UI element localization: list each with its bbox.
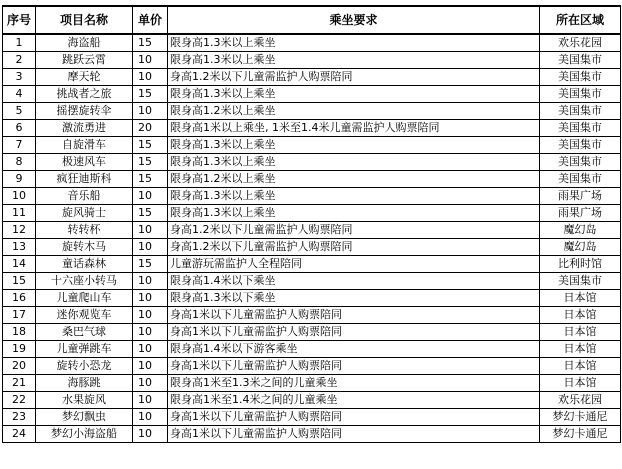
table-row [3, 409, 621, 426]
cell-ride-name: 转转杯 [36, 222, 133, 239]
cell-requirement: 限身高1.3米以上乘坐 [168, 205, 540, 222]
cell-area: 美国集市 [540, 52, 621, 69]
cell-area: 美国集市 [540, 273, 621, 290]
cell-price: 15 [133, 256, 168, 273]
cell-ride-name: 旋转木马 [36, 239, 133, 256]
cell-index: 21 [3, 375, 36, 392]
table-row [3, 273, 621, 290]
cell-index: 17 [3, 307, 36, 324]
cell-area: 美国集市 [540, 154, 621, 171]
cell-price: 10 [133, 392, 168, 409]
cell-price: 10 [133, 69, 168, 86]
cell-area: 魔幻岛 [540, 239, 621, 256]
table-row [3, 375, 621, 392]
cell-price: 15 [133, 171, 168, 188]
cell-ride-name: 挑战者之旅 [36, 86, 133, 103]
cell-area: 魔幻岛 [540, 222, 621, 239]
cell-area: 日本馆 [540, 358, 621, 375]
cell-area: 日本馆 [540, 341, 621, 358]
cell-ride-name: 跳跃云霄 [36, 52, 133, 69]
table-row [3, 222, 621, 239]
cell-requirement: 身高1米以下儿童需监护人购票陪同 [168, 426, 540, 443]
cell-price: 10 [133, 290, 168, 307]
cell-price: 20 [133, 120, 168, 137]
header-area: 所在区域 [540, 6, 621, 34]
cell-index: 20 [3, 358, 36, 375]
cell-area: 美国集市 [540, 86, 621, 103]
cell-ride-name: 十六座小转马 [36, 273, 133, 290]
cell-area: 美国集市 [540, 137, 621, 154]
cell-ride-name: 海豚跳 [36, 375, 133, 392]
cell-ride-name: 旋风骑士 [36, 205, 133, 222]
cell-price: 10 [133, 222, 168, 239]
cell-requirement: 儿童游玩需监护人全程陪同 [168, 256, 540, 273]
cell-requirement: 限身高1米以上乘坐, 1米至1.4米儿童需监护人购票陪同 [168, 120, 540, 137]
cell-index: 18 [3, 324, 36, 341]
cell-ride-name: 海盗船 [36, 34, 133, 52]
cell-ride-name: 儿童弹跳车 [36, 341, 133, 358]
cell-ride-name: 桑巴气球 [36, 324, 133, 341]
cell-price: 10 [133, 307, 168, 324]
header-price: 单价 [133, 6, 168, 34]
table-row [3, 205, 621, 222]
cell-price: 10 [133, 409, 168, 426]
cell-requirement: 限身高1.4米以下游客乘坐 [168, 341, 540, 358]
table-row [3, 103, 621, 120]
cell-index: 8 [3, 154, 36, 171]
cell-price: 10 [133, 103, 168, 120]
table-row [3, 69, 621, 86]
header-ride-name: 项目名称 [36, 6, 133, 34]
cell-index: 16 [3, 290, 36, 307]
cell-price: 10 [133, 52, 168, 69]
cell-requirement: 限身高1.3米以上乘坐 [168, 188, 540, 205]
rides-table [2, 5, 621, 443]
cell-ride-name: 音乐船 [36, 188, 133, 205]
cell-area: 雨果广场 [540, 188, 621, 205]
cell-area: 雨果广场 [540, 205, 621, 222]
cell-index: 13 [3, 239, 36, 256]
table-row [3, 154, 621, 171]
cell-area: 梦幻卡通尼 [540, 409, 621, 426]
table-row [3, 239, 621, 256]
cell-area: 日本馆 [540, 290, 621, 307]
cell-index: 1 [3, 34, 36, 52]
cell-ride-name: 梦幻飘虫 [36, 409, 133, 426]
cell-index: 11 [3, 205, 36, 222]
table-row [3, 256, 621, 273]
cell-ride-name: 迷你观览车 [36, 307, 133, 324]
table-row [3, 120, 621, 137]
cell-requirement: 身高1.2米以下儿童需监护人购票陪同 [168, 239, 540, 256]
cell-price: 10 [133, 324, 168, 341]
cell-area: 美国集市 [540, 171, 621, 188]
cell-index: 24 [3, 426, 36, 443]
cell-price: 15 [133, 34, 168, 52]
table-row [3, 307, 621, 324]
cell-index: 19 [3, 341, 36, 358]
cell-price: 10 [133, 341, 168, 358]
cell-price: 10 [133, 358, 168, 375]
table-body [3, 34, 621, 443]
table-row [3, 52, 621, 69]
table-row [3, 34, 621, 52]
cell-index: 6 [3, 120, 36, 137]
table-row [3, 290, 621, 307]
cell-requirement: 限身高1.2米以上乘坐 [168, 171, 540, 188]
cell-requirement: 限身高1.3米以上乘坐 [168, 154, 540, 171]
cell-requirement: 限身高1.3米以上乘坐 [168, 34, 540, 52]
cell-price: 10 [133, 188, 168, 205]
cell-area: 日本馆 [540, 375, 621, 392]
cell-index: 15 [3, 273, 36, 290]
cell-area: 美国集市 [540, 69, 621, 86]
cell-requirement: 限身高1米至1.4米之间的儿童乘坐 [168, 392, 540, 409]
cell-requirement: 限身高1.3米以上乘坐 [168, 137, 540, 154]
cell-area: 欢乐花园 [540, 392, 621, 409]
cell-requirement: 限身高1.3米以下乘坐 [168, 290, 540, 307]
cell-area: 日本馆 [540, 324, 621, 341]
cell-price: 15 [133, 205, 168, 222]
table-row [3, 426, 621, 443]
cell-ride-name: 童话森林 [36, 256, 133, 273]
table-row [3, 171, 621, 188]
cell-index: 14 [3, 256, 36, 273]
cell-requirement: 身高1米以下儿童需监护人购票陪同 [168, 307, 540, 324]
cell-requirement: 身高1米以下儿童需监护人购票陪同 [168, 324, 540, 341]
cell-price: 10 [133, 273, 168, 290]
cell-index: 10 [3, 188, 36, 205]
cell-requirement: 限身高1.3米以上乘坐 [168, 52, 540, 69]
header-index: 序号 [3, 6, 36, 34]
cell-price: 10 [133, 239, 168, 256]
cell-index: 9 [3, 171, 36, 188]
cell-index: 7 [3, 137, 36, 154]
table-row [3, 358, 621, 375]
cell-index: 22 [3, 392, 36, 409]
cell-price: 10 [133, 375, 168, 392]
cell-requirement: 限身高1.2米以上乘坐 [168, 103, 540, 120]
cell-ride-name: 水果旋风 [36, 392, 133, 409]
cell-price: 15 [133, 154, 168, 171]
cell-ride-name: 旋转小恐龙 [36, 358, 133, 375]
table-row [3, 341, 621, 358]
cell-ride-name: 自旋滑车 [36, 137, 133, 154]
cell-ride-name: 摩天轮 [36, 69, 133, 86]
cell-requirement: 身高1米以下儿童需监护人购票陪同 [168, 358, 540, 375]
cell-area: 欢乐花园 [540, 34, 621, 52]
cell-area: 梦幻卡通尼 [540, 426, 621, 443]
table-header [3, 6, 621, 34]
cell-index: 5 [3, 103, 36, 120]
cell-area: 美国集市 [540, 120, 621, 137]
cell-price: 10 [133, 426, 168, 443]
cell-index: 3 [3, 69, 36, 86]
table-row [3, 86, 621, 103]
cell-ride-name: 摇摆旋转伞 [36, 103, 133, 120]
cell-index: 12 [3, 222, 36, 239]
cell-ride-name: 激流勇进 [36, 120, 133, 137]
cell-requirement: 身高1米以下儿童需监护人购票陪同 [168, 409, 540, 426]
cell-price: 15 [133, 137, 168, 154]
cell-requirement: 身高1.2米以下儿童需监护人购票陪同 [168, 69, 540, 86]
cell-area: 日本馆 [540, 307, 621, 324]
cell-requirement: 限身高1米至1.3米之间的儿童乘坐 [168, 375, 540, 392]
header-row [3, 6, 621, 34]
cell-ride-name: 梦幻小海盗船 [36, 426, 133, 443]
cell-area: 比利时馆 [540, 256, 621, 273]
table-row [3, 137, 621, 154]
cell-ride-name: 疯狂迪斯科 [36, 171, 133, 188]
cell-requirement: 限身高1.4米以下乘坐 [168, 273, 540, 290]
cell-index: 4 [3, 86, 36, 103]
cell-price: 15 [133, 86, 168, 103]
table-row [3, 324, 621, 341]
cell-ride-name: 儿童爬山车 [36, 290, 133, 307]
cell-index: 2 [3, 52, 36, 69]
cell-ride-name: 极速风车 [36, 154, 133, 171]
table-row [3, 392, 621, 409]
cell-requirement: 限身高1.3米以上乘坐 [168, 86, 540, 103]
cell-requirement: 身高1.2米以下儿童需监护人购票陪同 [168, 222, 540, 239]
cell-area: 美国集市 [540, 103, 621, 120]
table-row [3, 188, 621, 205]
header-requirement: 乘坐要求 [168, 6, 540, 34]
cell-index: 23 [3, 409, 36, 426]
